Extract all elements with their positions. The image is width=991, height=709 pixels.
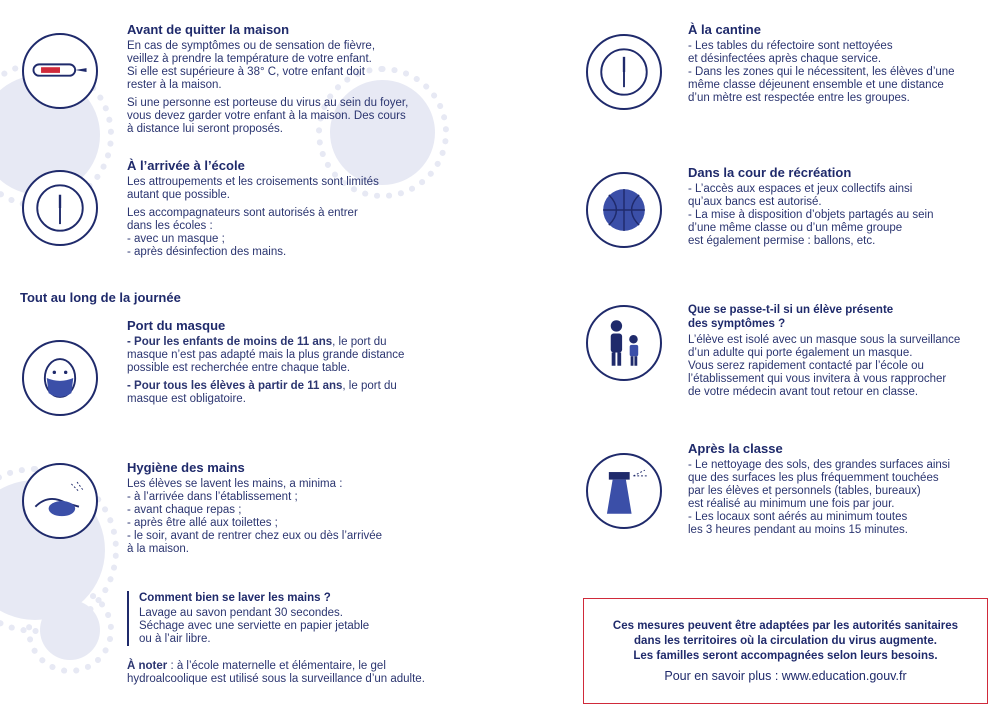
masked-face-icon (22, 340, 98, 416)
section-title: Que se passe-t-il si un élève présente des symptômes ? (688, 304, 894, 330)
section-cantine (688, 22, 988, 105)
section-title: À la cantine (688, 22, 761, 37)
section-text: Si une personne est porteuse du virus au sein du foyer, vous devez garder votre enfant à la maison. Des cours à distance lui seront proposés. (127, 97, 409, 135)
section-text: - Les tables du réfectoire sont nettoyées et désinfectées après chaque service. - Dans les zones qui le nécessitent, les élèves d’une même classe déjeunent ensemble et une distance d’un mètre est respectée entre les groupes. (688, 40, 955, 104)
section-text (127, 380, 457, 406)
section-hygiene (127, 460, 457, 556)
hand-washing-icon (22, 463, 98, 539)
note-rest: : à l’école maternelle et élémentaire, le gel hydroalcoolique est utilisé sous la surveillance d’un adulte. (127, 660, 425, 685)
howto-title: Comment bien se laver les mains ? (139, 592, 331, 604)
basketball-icon (586, 172, 662, 248)
bold-text: - Pour tous les élèves à partir de 11 ans (127, 380, 343, 392)
section-masque (127, 318, 457, 406)
adult-and-child-icon (586, 305, 662, 381)
handwashing-howto (127, 591, 369, 646)
section-text: - Le nettoyage des sols, des grandes surfaces ainsi que des surfaces les plus fréquemment touchées par les élèves et personnels (tables, bureaux) est réalisé au minimum une fois par jour. - Les locaux sont aérés au minimum toutes les 3 heures pendant au moins 15 minutes. (688, 459, 951, 536)
callout-line: Les familles seront accompagnées selon leurs besoins. (633, 650, 938, 662)
note-block (127, 660, 425, 686)
section-text (127, 336, 457, 375)
text-rest: , le port du masque n’est pas adapté mais la plus grande distance possible est recherchée entre chaque table. (127, 336, 405, 374)
section-text: Les attroupements et les croisements sont limités autant que possible. (127, 176, 379, 201)
section-title: Port du masque (127, 318, 226, 333)
clock-icon (22, 170, 98, 246)
text-rest: , le port du masque est obligatoire. (127, 380, 397, 405)
section-symptomes (688, 303, 988, 399)
section-title: Dans la cour de récréation (688, 165, 852, 180)
more-info-link[interactable]: Pour en savoir plus : www.education.gouv.fr (664, 669, 907, 683)
section-arrivee (127, 158, 457, 259)
section-avant-maison (127, 22, 457, 136)
spray-bottle-icon (586, 453, 662, 529)
journee-header: Tout au long de la journée (20, 290, 181, 305)
section-text: Les accompagnateurs sont autorisés à entrer dans les écoles : - avec un masque ; - après désinfection des mains. (127, 207, 358, 258)
note-label: À noter (127, 660, 168, 672)
section-apres (688, 441, 988, 537)
section-title: Hygiène des mains (127, 460, 245, 475)
callout-line: dans les territoires où la circulation du virus augmente. (634, 635, 937, 647)
clock-icon (586, 34, 662, 110)
howto-text: Lavage au savon pendant 30 secondes. Séchage avec une serviette en papier jetable ou à l’air libre. (139, 607, 370, 645)
measures-callout (583, 598, 988, 704)
callout-line: Ces mesures peuvent être adaptées par les autorités sanitaires (612, 620, 959, 632)
section-text: - L’accès aux espaces et jeux collectifs ainsi qu’aux bancs est autorisé. - La mise à disposition d’objets partagés au sein d’une même classe ou d’un même groupe est également permise : ballons, etc. (688, 183, 934, 247)
section-title: À l’arrivée à l’école (127, 158, 245, 173)
section-title: Après la classe (688, 441, 783, 456)
section-text: En cas de symptômes ou de sensation de fièvre, veillez à prendre la température de votre enfant. Si elle est supérieure à 38° C, votre enfant doit rester à la maison. (127, 40, 376, 91)
bold-text: - Pour les enfants de moins de 11 ans (127, 336, 333, 348)
section-text: L’élève est isolé avec un masque sous la surveillance d’un adulte qui porte également un masque. Vous serez rapidement contacté par l’école ou l’établissement qui vous invitera à vous rapprocher de votre médecin avant tout retour en classe. (688, 334, 961, 398)
section-title: Avant de quitter la maison (127, 22, 290, 37)
note-text (127, 660, 425, 686)
section-text: Les élèves se lavent les mains, a minima : - à l’arrivée dans l’établissement ; - avant chaque repas ; - après être allé aux toilettes ; - le soir, avant de rentrer chez eux ou dès l’arrivée à la maison. (127, 478, 383, 555)
virus-decoration (40, 600, 100, 660)
thermometer-icon (22, 33, 98, 109)
section-cour (688, 165, 988, 248)
